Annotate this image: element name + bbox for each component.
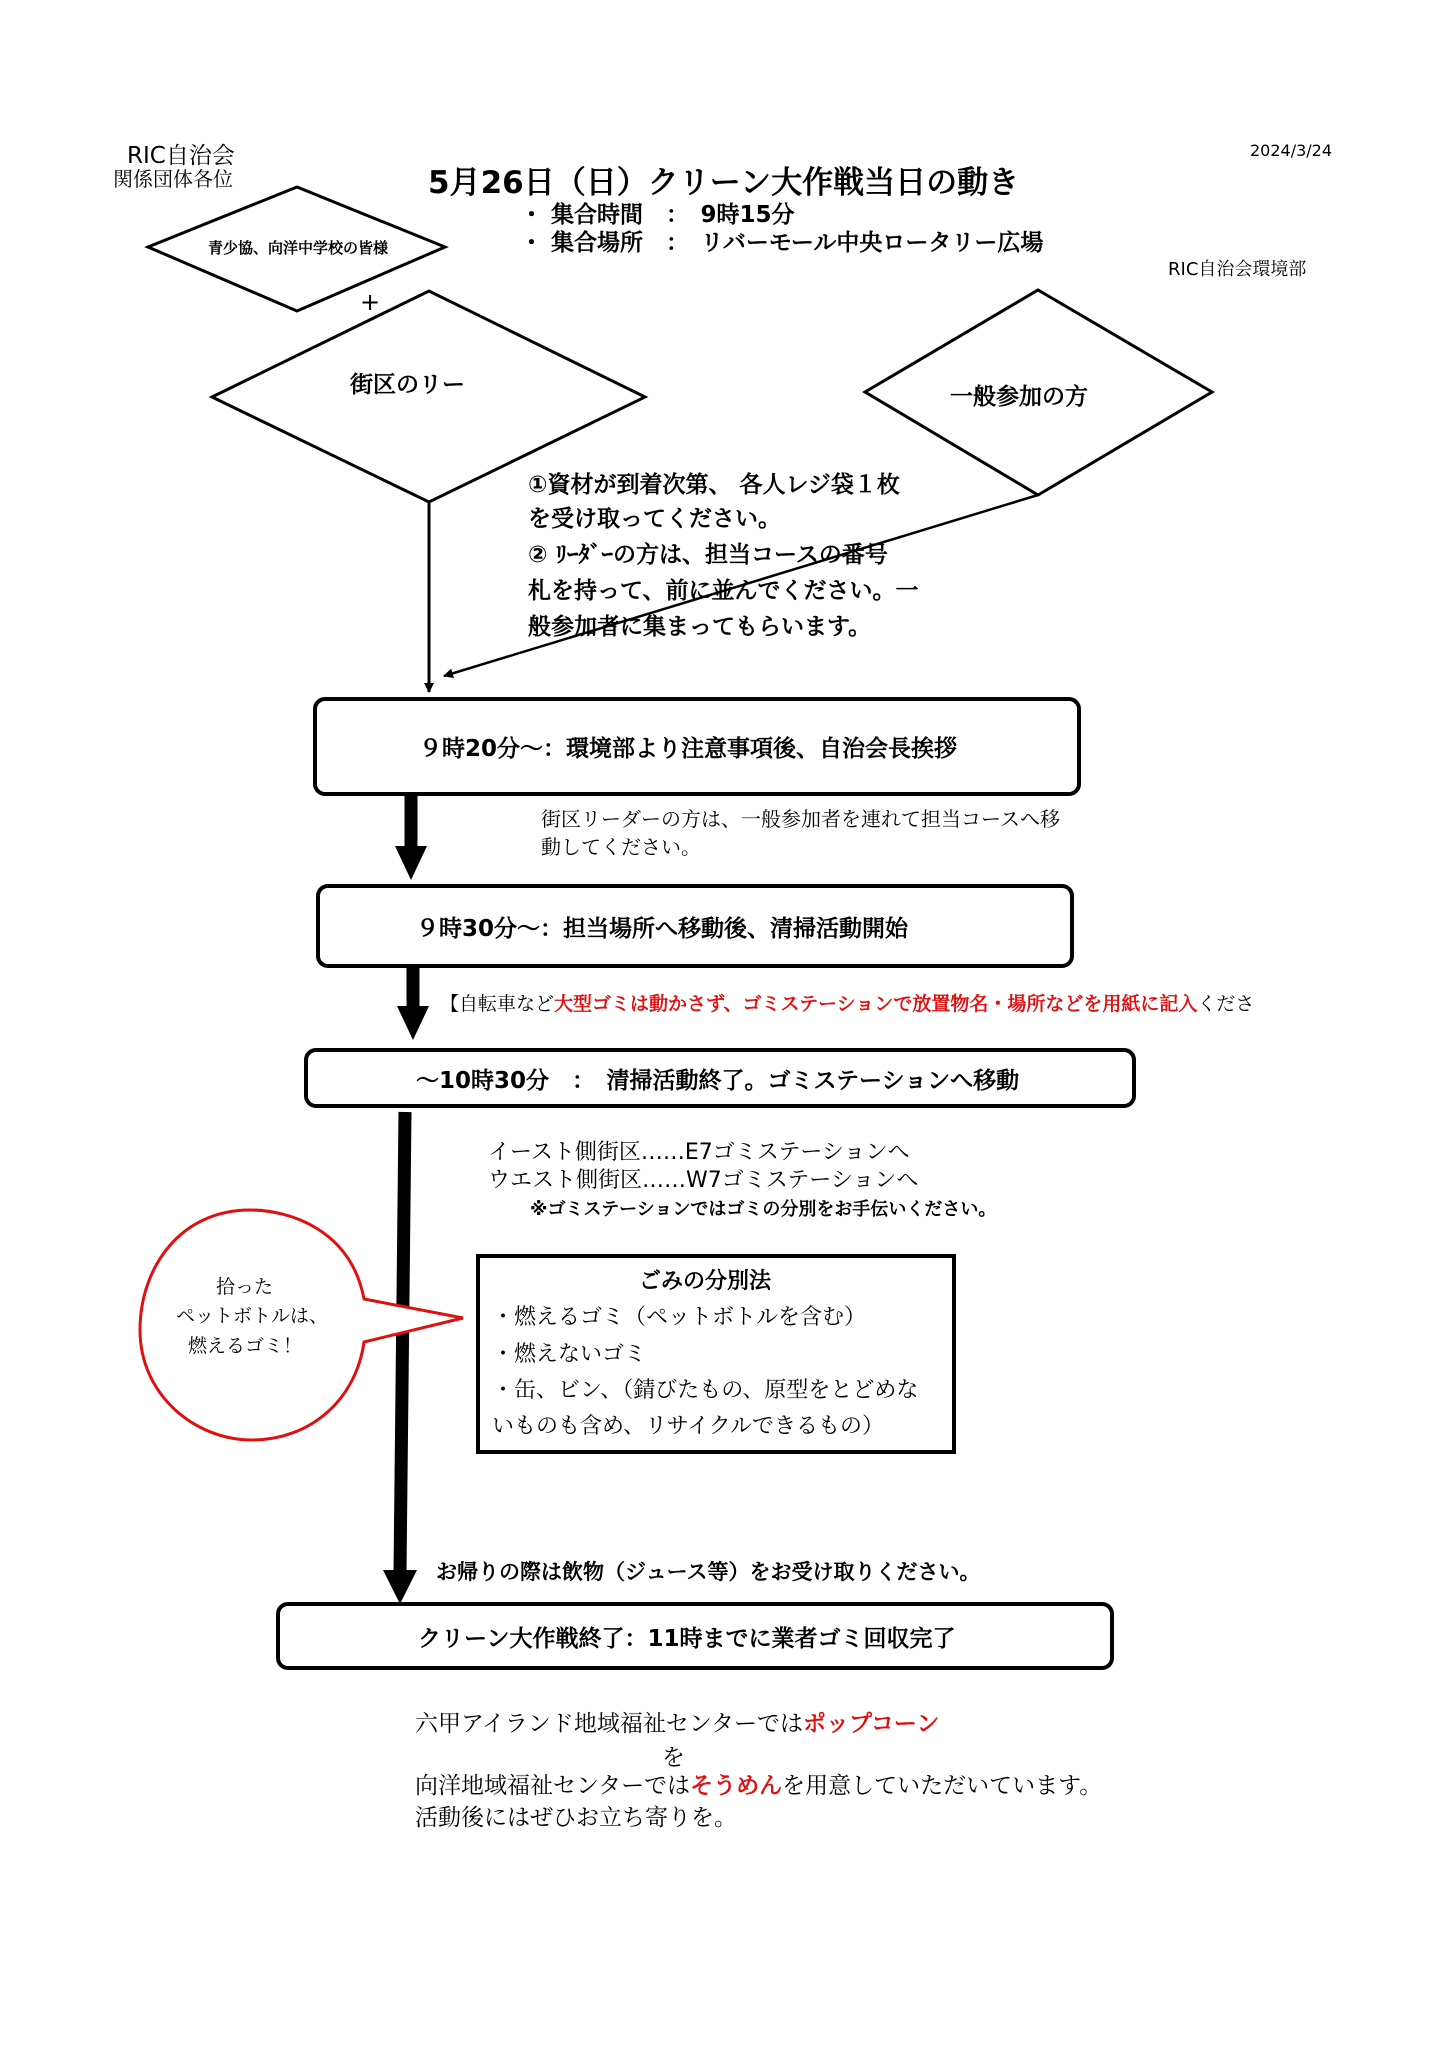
footer-line-1-pre: 六甲アイランド地域福祉センターでは [415,1711,804,1737]
sorting-help-note: ※ゴミステーションではゴミの分別をお手伝いください。 [530,1199,997,1220]
meet-place: ・ 集合場所 ： リバーモール中央ロータリー広場 [520,230,1044,256]
footer-line-2: を [662,1745,685,1771]
sorting-title: ごみの分別法 [639,1269,772,1294]
arrow-3-head [383,1570,417,1604]
diamond-general-label: 一般参加の方 [950,384,1088,410]
drink-note: お帰りの際は飲物（ジュース等）をお受け取りください。 [436,1560,981,1584]
bubble-line-2: ペットボトルは、 [176,1305,329,1327]
instruction-line-3: ② ﾘｰﾀﾞｰの方は、担当コースの番号 [528,542,888,568]
step-1-note-line-1: 街区リーダーの方は、一般参加者を連れて担当コースへ移 [541,807,1060,831]
diamond-youth-label: 青少協、向洋中学校の皆様 [208,239,389,257]
step-box-3 [304,1048,1136,1108]
department: RIC自治会環境部 [1168,259,1307,280]
footer-line-4: 活動後にはぜひお立ち寄りを。 [415,1805,737,1831]
step-1-text: ９時20分～：環境部より注意事項後、自治会長挨拶 [419,736,958,762]
step-2-note-pre: 【自転車など [440,993,555,1015]
step-2-note [440,989,1254,1016]
sorting-item-recyclable-1: ・缶、ビン、（錆びたもの、原型をとどめな [492,1378,919,1403]
step-2-text: ９時30分～：担当場所へ移動後、清掃活動開始 [416,915,909,942]
step-2-note-highlight: 大型ゴミは動かさず、ゴミステーションで放置物名・場所などを用紙に記入 [554,993,1198,1015]
arrow-2-head [397,1006,429,1040]
sorting-item-nonburnable: ・燃えないゴミ [492,1342,647,1367]
org-name: RIC自治会 [127,143,235,169]
footer-line-3 [415,1767,1102,1800]
diamond-leaders-label: 街区のリー [350,372,465,398]
instruction-line-2: を受け取ってください。 [528,506,781,532]
instruction-line-5: 般参加者に集まってもらいます。 [528,614,872,640]
step-box-2 [316,884,1074,968]
step-4-text: クリーン大作戦終了：11時までに業者ゴミ回収完了 [418,1625,956,1652]
step-box-4 [276,1602,1114,1670]
footer-somen: そうめん [690,1773,783,1799]
document-date: 2024/3/24 [1250,141,1333,160]
footer-line-1 [415,1705,939,1738]
step-3-text: ～10時30分 ： 清掃活動終了。ゴミステーションへ移動 [416,1067,1020,1094]
step-2-note-post: くださ [1197,993,1255,1015]
instruction-line-1: ①資材が到着次第、 各人レジ袋１枚 [528,472,900,498]
instruction-line-4: 札を持って、前に並んでください。一 [528,578,919,604]
meet-time: ・ 集合時間 ： 9時15分 [520,202,795,228]
footer-line-3-post: を用意していただいています。 [782,1773,1103,1799]
plus-sign: + [360,288,381,316]
recipients: 関係団体各位 [113,167,233,191]
arrow-1-head [395,846,427,880]
sorting-item-burnable: ・燃えるゴミ（ペットボトルを含む） [492,1305,867,1330]
west-district-route: ウエスト側街区……W7ゴミステーションへ [488,1168,919,1193]
step-1-note-line-2: 動してください。 [541,835,701,859]
footer-line-3-pre: 向洋地域福祉センターでは [415,1773,691,1799]
bubble-line-3: 燃えるゴミ！ [188,1335,303,1357]
footer-popcorn: ポップコーン [803,1711,940,1737]
arrow-3-shaft [400,1112,405,1572]
page-title: 5月26日（日）クリーン大作戦当日の動き [428,165,1020,201]
step-box-1 [313,697,1081,796]
sorting-item-recyclable-2: いものも含め、リサイクルできるもの） [492,1414,885,1439]
east-district-route: イースト側街区……E7ゴミステーションへ [488,1140,910,1165]
bubble-line-1: 拾った [216,1276,274,1298]
